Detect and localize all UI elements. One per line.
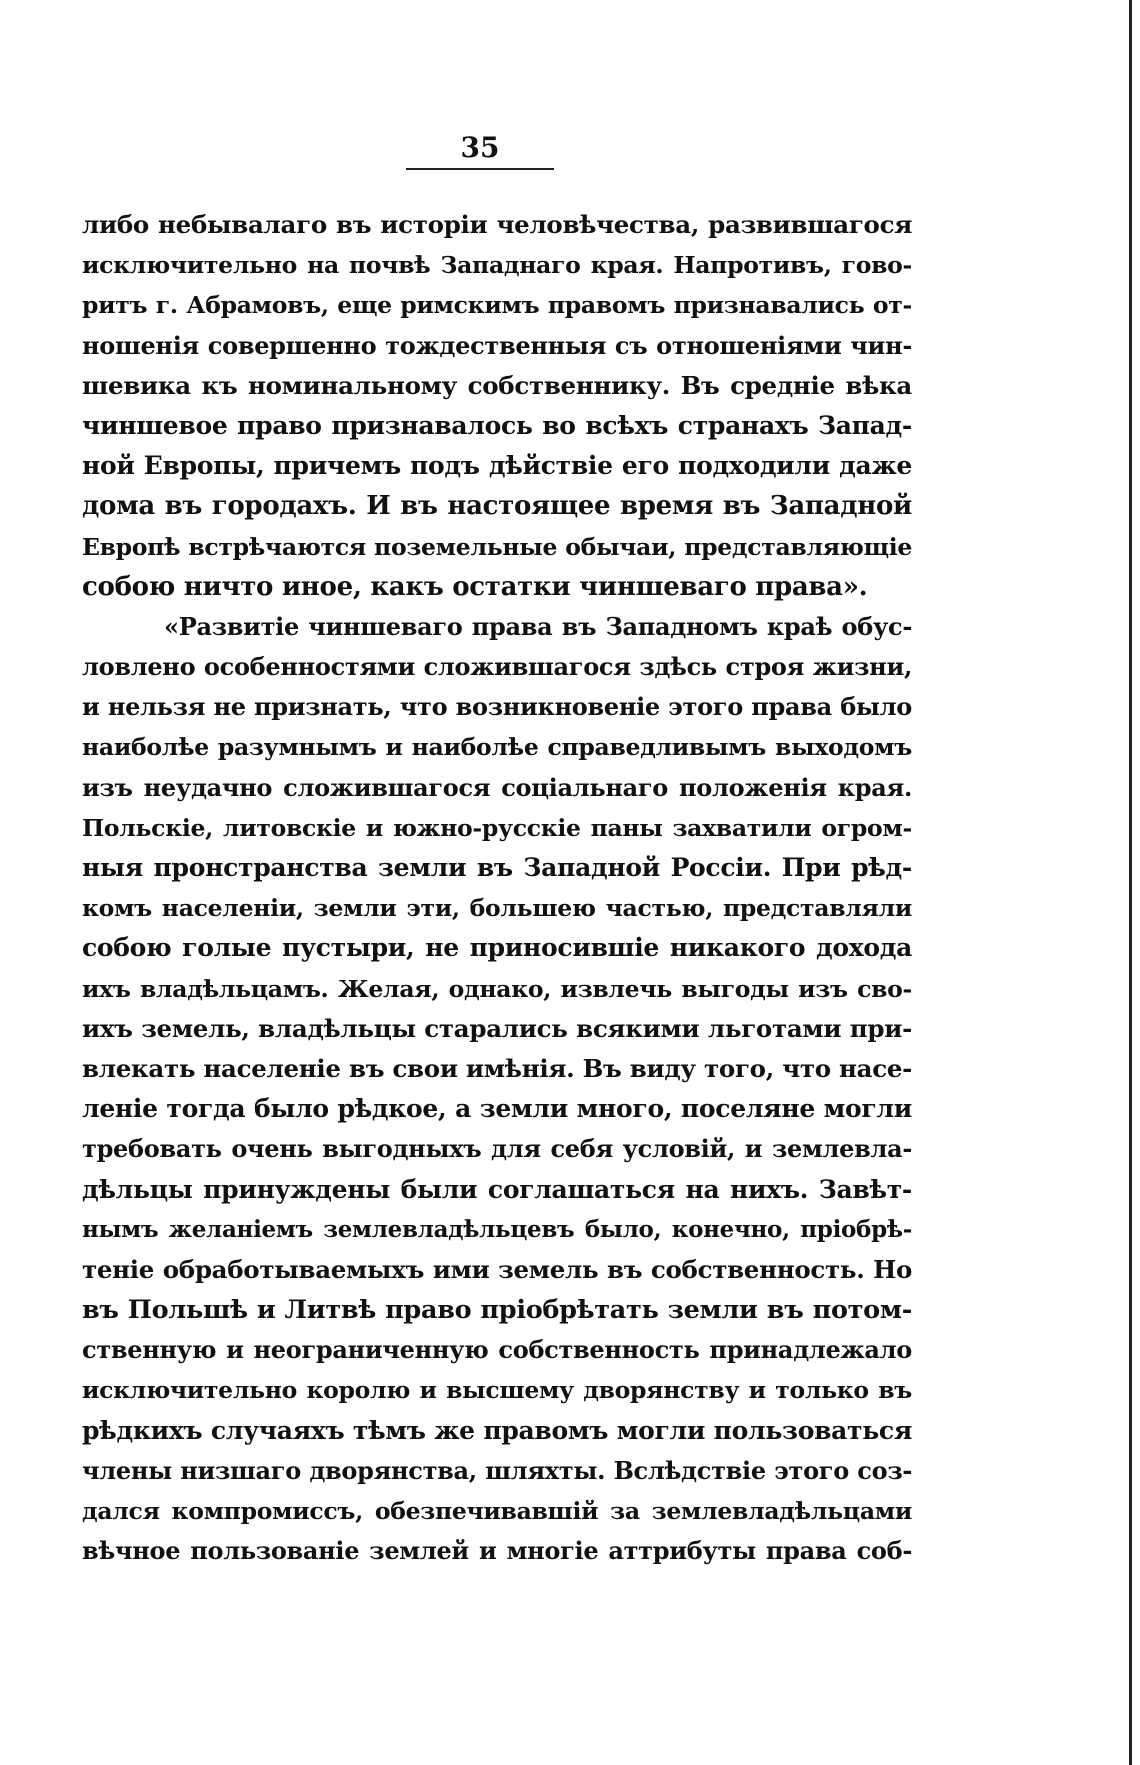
text-line: въ Польшѣ и Литвѣ право пріобрѣтать земли въ потом- — [82, 1295, 912, 1326]
text-line: вѣчное пользованіе землей и многіе аттрибуты права соб- — [82, 1536, 912, 1566]
text-line: ной Европы, причемъ подъ дѣйствіе его подходили даже — [82, 451, 912, 481]
text-body — [82, 205, 912, 1571]
paragraph-end-line: собою ничто иное, какъ остатки чиншеваго права». — [82, 571, 868, 602]
text-line: дался компромиссъ, обезпечивавшій за землевладѣльцами — [82, 1497, 912, 1525]
text-line: дѣльцы принуждены были соглашаться на нихъ. Завѣт- — [82, 1174, 912, 1204]
text-line: Польскіе, литовскіе и южно-русскіе паны захватили огром- — [82, 813, 912, 842]
page-edge-line — [1129, 0, 1132, 1765]
text-line: Европѣ встрѣчаются поземельные обычаи, представляющіе — [82, 532, 912, 561]
text-line: влекать населеніе въ свои имѣнія. Въ виду того, что насе- — [82, 1053, 912, 1083]
text-line: исключительно королю и высшему дворянству и только въ — [82, 1376, 912, 1405]
text-line: ловлено особенностями сложившагося здѣсь строя жизни, — [82, 652, 912, 682]
page-number: 35 — [460, 131, 500, 164]
page-header — [406, 132, 554, 170]
text-line: члены низшаго дворянства, шляхты. Вслѣдствіе этого соз- — [82, 1455, 912, 1485]
text-line: исключительно на почвѣ Западнаго края. Напротивъ, гово- — [82, 251, 912, 280]
text-line: ныя пронстранства земли въ Западной Россіи. При рѣд- — [82, 853, 912, 882]
text-line: наиболѣе разумнымъ и наиболѣе справедливымъ выходомъ — [82, 733, 912, 762]
text-line: изъ неудачно сложившагося соціальнаго положенія края. — [82, 772, 912, 802]
text-line: и нельзя не признать, что возникновеніе этого права было — [82, 692, 912, 722]
text-line: ственную и неограниченную собственность принадлежало — [82, 1335, 912, 1365]
text-line: ношенія совершенно тождественныя съ отношеніями чин- — [82, 330, 912, 360]
text-line: леніе тогда было рѣдкое, а земли много, поселяне могли — [82, 1094, 912, 1124]
paragraph-first-line: «Развитіе чиншеваго права въ Западномъ краѣ обус- — [164, 611, 912, 641]
text-line: собою голые пустыри, не приносившіе никакого дохода — [82, 933, 912, 963]
text-line: чиншевое право признавалось во всѣхъ странахъ Запад- — [82, 410, 912, 440]
text-line: рѣдкихъ случаяхъ тѣмъ же правомъ могли пользоваться — [82, 1415, 912, 1445]
text-line: дома въ городахъ. И въ настоящее время въ Западной — [82, 491, 912, 522]
text-line: требовать очень выгодныхъ для себя условій, и землевла- — [82, 1134, 912, 1164]
text-line: ихъ земель, владѣльцы старались всякими льготами при- — [82, 1013, 912, 1043]
text-line: комъ населеніи, земли эти, большею частью, представляли — [82, 894, 912, 923]
text-line: ихъ владѣльцамъ. Желая, однако, извлечь выгоды изъ сво- — [82, 974, 912, 1003]
text-line: шевика къ номинальному собственнику. Въ средніе вѣка — [82, 370, 912, 400]
text-line: либо небывалаго въ исторіи человѣчества, развившагося — [82, 210, 912, 239]
text-line: нымъ желаніемъ землевладѣльцевъ было, конечно, пріобрѣ- — [82, 1215, 912, 1243]
text-line: ритъ г. Абрамовъ, еще римскимъ правомъ признавались от- — [82, 291, 912, 320]
text-line: теніе обработываемыхъ ими земель въ собственность. Но — [82, 1254, 912, 1284]
header-rule — [406, 168, 554, 170]
